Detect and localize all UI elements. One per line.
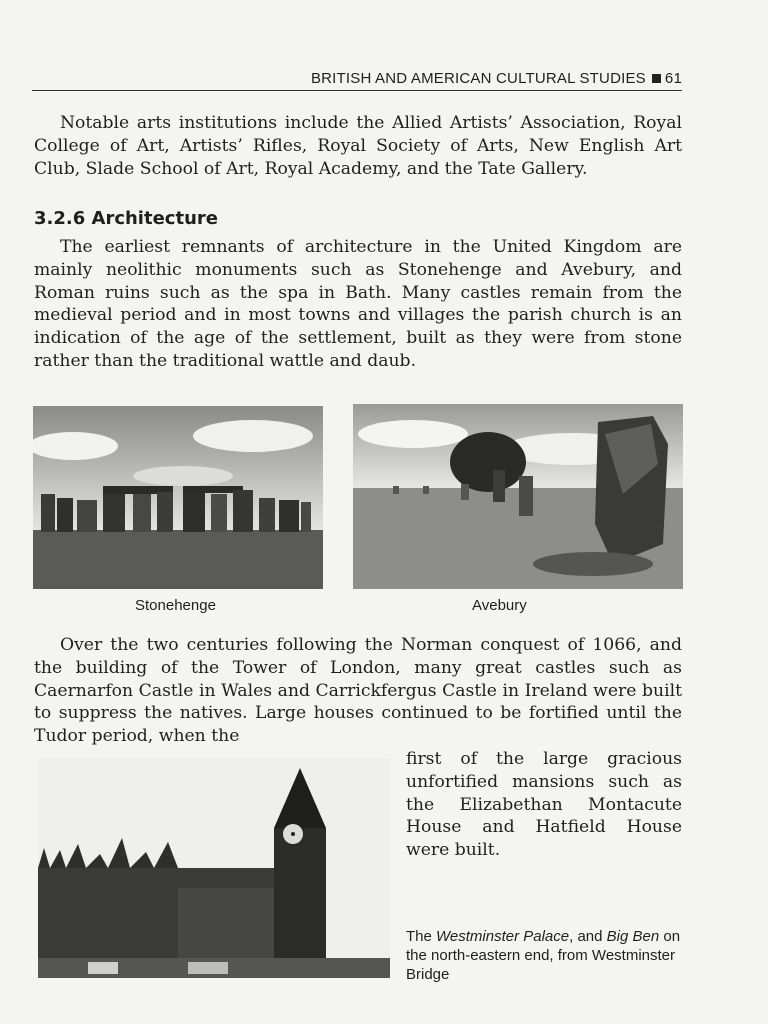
westminster-caption: The Westminster Palace, and Big Ben on the north-eastern end, from Westminster Bridge (406, 928, 681, 983)
norman-paragraph-continued: first of the large gracious unfortified mansions such as the Elizabethan Montacute House and Hatfield House were built. (406, 749, 682, 861)
avebury-image (353, 404, 683, 589)
norman-paragraph: Over the two centuries following the Norman conquest of 1066, and the building of the Tower of London, many great castles such as Caernarfon Castle in Wales and Carrickfergus Castle in Ireland were built to suppress the natives. Large houses continued to be fortified until the Tudor period, when the (34, 635, 682, 747)
stonehenge-caption: Stonehenge (135, 597, 216, 614)
square-bullet-icon (652, 74, 661, 83)
avebury-caption: Avebury (472, 597, 527, 614)
header-title: BRITISH AND AMERICAN CULTURAL STUDIES (310, 70, 646, 87)
running-header (32, 70, 682, 91)
stonehenge-photo (33, 406, 323, 589)
avebury-photo (353, 404, 683, 589)
architecture-paragraph: The earliest remnants of architecture in the United Kingdom are mainly neolithic monuments such as Stonehenge and Avebury, and Roman ruins such as the spa in Bath. Many castles remain from the medieval period and in most towns and villages the parish church is an indication of the age of the settlement, built as they were from stone rather than the traditional wattle and daub. (34, 237, 682, 371)
section-heading: 3.2.6 Architecture (34, 208, 218, 229)
page-number: 61 (664, 70, 682, 87)
westminster-image (38, 758, 390, 978)
stonehenge-image (33, 406, 323, 589)
intro-paragraph: Notable arts institutions include the Allied Artists’ Association, Royal College of Art, Artists’ Rifles, Royal Society of Arts, New English Art Club, Slade School of Art, Royal Academy, and the Tate Gallery. (34, 113, 682, 179)
westminster-photo (38, 758, 390, 978)
